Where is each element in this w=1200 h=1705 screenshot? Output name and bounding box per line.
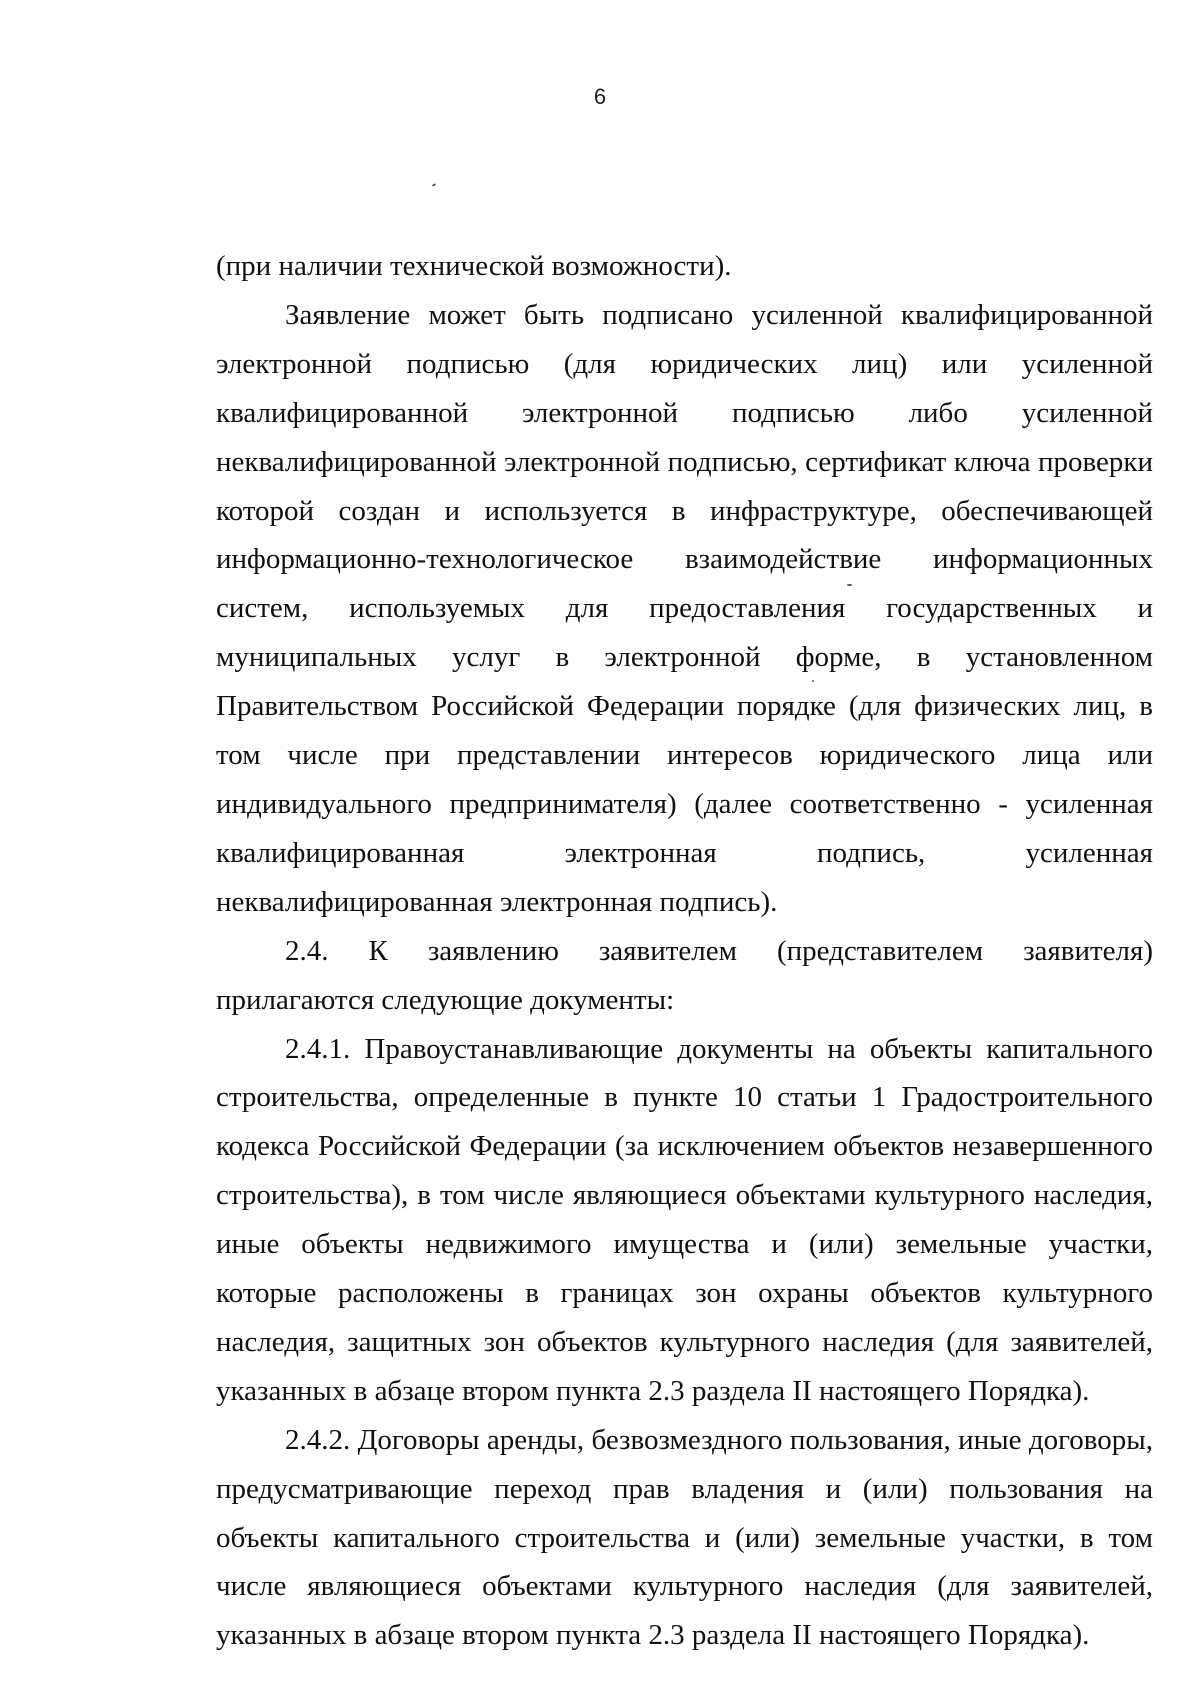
paragraph-continuation: (при наличии технической возможности). bbox=[216, 250, 732, 282]
document-body bbox=[216, 242, 1153, 1660]
paragraph-signature: Заявление может быть подписано усиленной квалифицированной электронной подписью (для юридических лиц) или усиленной квалифицированной электронной подписью либо усиленной неквалифицированной электронной подписью, сертификат ключа проверки которой создан и используется в инфраструктуре, обеспечивающей информационно-технологическое взаимодействие информационных систем, используемых для предоставления государственных и муниципальных услуг в электронной форме, в установленном Правительством Российской Федерации порядке (для физических лиц, в том числе при представлении интересов юридического лица или индивидуального предпринимателя) (далее соответственно - усиленная квалифицированная электронная подпись, усиленная неквалифицированная электронная подпись). bbox=[216, 298, 1153, 918]
scan-speck bbox=[432, 183, 436, 187]
paragraph-2-4-2: 2.4.2. Договоры аренды, безвозмездного пользования, иные договоры, предусматривающие переход прав владения и (или) пользования на объекты капитального строительства и (или) земельные участки, в том числе являющиеся объектами культурного наследия (для заявителей, указанных в абзаце втором пункта 2.3 раздела II настоящего Порядка). bbox=[216, 1423, 1153, 1652]
page-number: 6 bbox=[593, 84, 607, 109]
paragraph-2-4-1: 2.4.1. Правоустанавливающие документы на объекты капитального строительства, определенные в пункте 10 статьи 1 Градостроительного кодекса Российской Федерации (за исключением объектов незавершенного строительства), в том числе являющиеся объектами культурного наследия, иные объекты недвижимого имущества и (или) земельные участки, которые расположены в границах зон охраны объектов культурного наследия, защитных зон объектов культурного наследия (для заявителей, указанных в абзаце втором пункта 2.3 раздела II настоящего Порядка). bbox=[216, 1032, 1153, 1407]
paragraph-2-4: 2.4. К заявлению заявителем (представителем заявителя) прилагаются следующие документы: bbox=[216, 934, 1153, 1016]
